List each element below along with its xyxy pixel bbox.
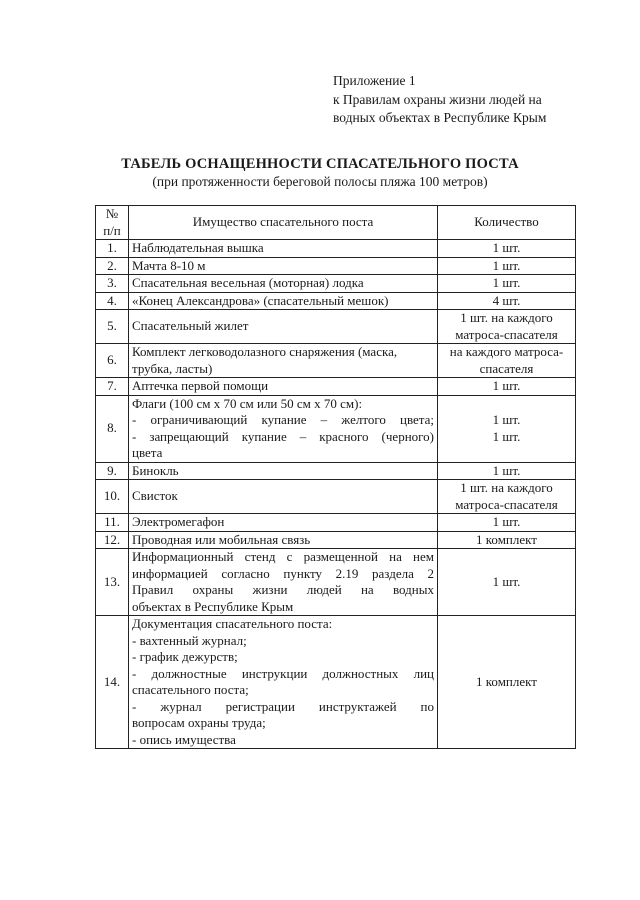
item-line: Спасательная весельная (моторная) лодка [132,275,364,290]
title-main: ТАБЕЛЬ ОСНАЩЕННОСТИ СПАСАТЕЛЬНОГО ПОСТА [121,156,519,172]
item-line: трубка, ласты) [132,360,213,376]
quantity-line: 1 шт. на каждого [460,480,553,495]
row-quantity [438,395,576,462]
row-number: 6. [96,344,129,378]
item-line: - опись имущества [132,731,236,747]
item-line: Бинокль [132,462,179,478]
appendix-line: Приложение 1 [333,73,416,88]
item-line: объектах в Республике Крым [132,598,294,614]
quantity-line: 1 комплект [476,531,537,547]
row-item [129,616,438,749]
row-number: 9. [96,462,129,480]
table-row [96,480,576,514]
item-line: Свисток [132,488,178,504]
item-line: - ограничивающий купание – желтого цвета; [132,412,434,427]
item-line: Мачта 8-10 м [132,257,206,273]
quantity-line: 1 шт. [492,514,521,529]
table-row [96,292,576,310]
row-item [129,275,438,293]
quantity-line: матроса-спасателя [455,496,558,512]
item-line: спасательного поста; [132,682,249,697]
row-quantity [438,514,576,532]
item-line: Документация спасательного поста: [132,616,333,631]
row-number: 14. [96,616,129,749]
row-item [129,531,438,549]
item-line: - запрещающий купание – красного (черного) [132,428,434,444]
item-line: информацией согласно пункту 2.19 раздела 2 [132,565,434,581]
item-line: Флаги (100 см х 70 см или 50 см х 70 см): [132,395,363,411]
item-line: - график дежурств; [132,649,238,664]
item-line: Спасательный жилет [132,318,249,334]
quantity-line: 1 шт. [492,573,521,589]
item-line: Правил охраны жизни людей на водных [132,582,434,597]
row-item [129,344,438,378]
row-number: 1. [96,240,129,258]
appendix-line: водных объектах в Республике Крым [333,110,547,125]
row-number: 10. [96,480,129,514]
row-quantity [438,344,576,378]
table-header-row [96,206,576,240]
header-quantity: Количество [438,206,576,240]
row-quantity [438,292,576,310]
item-line: Информационный стенд с размещенной на нем [132,549,434,564]
row-quantity [438,480,576,514]
header-item: Имущество спасательного поста [129,206,438,240]
quantity-line: 1 шт. [492,378,521,393]
item-line: вопросам охраны труда; [132,715,266,730]
item-line: Аптечка первой помощи [132,378,269,393]
table-row [96,514,576,532]
row-item [129,462,438,480]
row-number: 5. [96,310,129,344]
row-item [129,310,438,344]
header-number: № п/п [96,206,129,240]
row-quantity [438,549,576,616]
document-title [0,156,640,190]
row-number: 2. [96,257,129,275]
quantity-line: 4 шт. [492,292,521,308]
row-number: 12. [96,531,129,549]
row-number: 8. [96,395,129,462]
quantity-line: 1 шт. [492,240,521,255]
row-quantity [438,310,576,344]
item-line: - журнал регистрации инструктажей по [132,698,434,714]
quantity-line: 1 шт. на каждого [460,310,553,325]
table-row [96,462,576,480]
quantity-line: спасателя [479,360,534,376]
table-row [96,240,576,258]
item-line: Проводная или мобильная связь [132,531,311,547]
table-row [96,257,576,275]
quantity-line: 1 шт. [492,462,521,478]
row-quantity [438,531,576,549]
row-number: 13. [96,549,129,616]
row-number: 11. [96,514,129,532]
quantity-line: 1 шт. [492,412,521,427]
quantity-line: матроса-спасателя [455,326,558,342]
table-row [96,344,576,378]
item-line: - вахтенный журнал; [132,632,247,648]
item-line: «Конец Александрова» (спасательный мешок) [132,292,389,308]
row-quantity [438,240,576,258]
quantity-line: 1 шт. [492,257,521,273]
appendix-note [333,72,546,128]
item-line: Электромегафон [132,514,225,529]
row-quantity [438,616,576,749]
row-quantity [438,378,576,396]
table-row [96,549,576,616]
item-line: цвета [132,445,163,460]
row-item [129,395,438,462]
table-row [96,531,576,549]
row-number: 7. [96,378,129,396]
table-row [96,378,576,396]
row-quantity [438,275,576,293]
row-quantity [438,462,576,480]
table-row [96,395,576,462]
row-item [129,480,438,514]
table-row [96,616,576,749]
table-row [96,275,576,293]
quantity-line: 1 шт. [492,428,521,444]
row-quantity [438,257,576,275]
row-number: 3. [96,275,129,293]
item-line: Наблюдательная вышка [132,240,264,255]
row-item [129,240,438,258]
row-item [129,378,438,396]
quantity-line: на каждого матроса- [449,344,564,359]
row-item [129,549,438,616]
title-subtitle: (при протяженности береговой полосы пляжа 100 метров) [152,174,488,189]
appendix-line: к Правилам охраны жизни людей на [333,91,542,107]
table-row [96,310,576,344]
equipment-table [95,205,576,749]
row-item [129,257,438,275]
row-number: 4. [96,292,129,310]
quantity-line: 1 шт. [492,275,521,290]
item-line: Комплект легководолазного снаряжения (маска, [132,344,398,359]
item-line: - должностные инструкции должностных лиц [132,665,434,681]
row-item [129,514,438,532]
quantity-line: 1 комплект [476,673,537,689]
row-item [129,292,438,310]
